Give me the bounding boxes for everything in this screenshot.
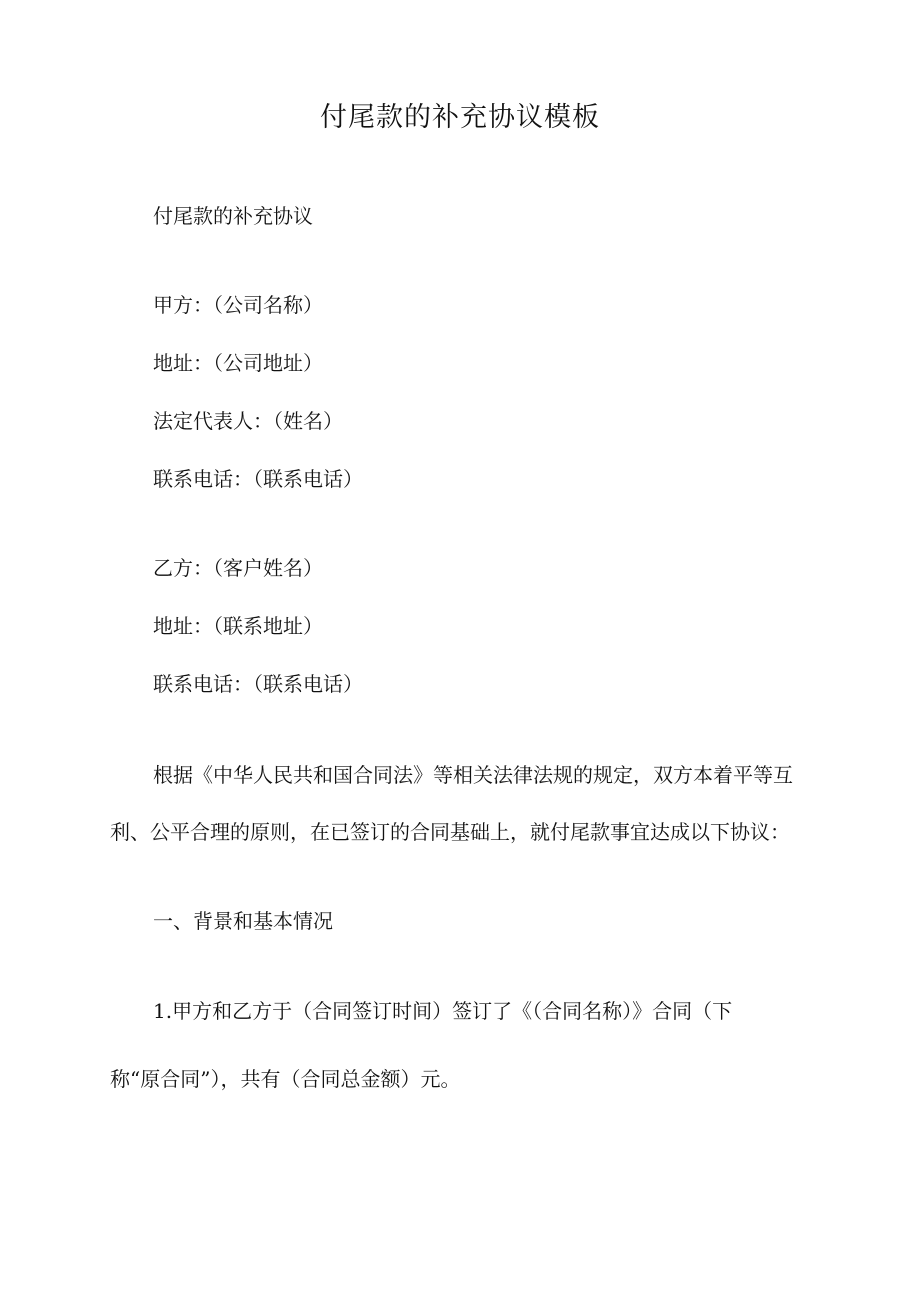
preamble-line-2: 利、公平合理的原则，在已签订的合同基础上，就付尾款事宜达成以下协议： (110, 820, 790, 844)
preamble-line-1: 根据《中华人民共和国合同法》等相关法律法规的规定，双方本着平等互 (153, 763, 793, 787)
party-a-representative: 法定代表人：（姓名） (153, 409, 343, 433)
party-b-name: 乙方：（客户姓名） (153, 556, 323, 580)
party-a-phone: 联系电话：（联系电话） (153, 467, 363, 491)
party-a-address: 地址：（公司地址） (153, 351, 323, 375)
party-b-address: 地址：（联系地址） (153, 614, 323, 638)
document-title: 付尾款的补充协议模板 (320, 102, 600, 133)
agreement-subtitle: 付尾款的补充协议 (153, 204, 313, 228)
party-a-name: 甲方：（公司名称） (153, 293, 323, 317)
section-1-heading: 一、背景和基本情况 (153, 909, 333, 933)
section-1-item-1-line-2: 称“原合同”），共有（合同总金额）元。 (110, 1067, 461, 1091)
party-b-phone: 联系电话：（联系电话） (153, 672, 363, 696)
section-1-item-1-line-1: 1.甲方和乙方于（合同签订时间）签订了《（合同名称）》合同（下 (153, 999, 733, 1023)
